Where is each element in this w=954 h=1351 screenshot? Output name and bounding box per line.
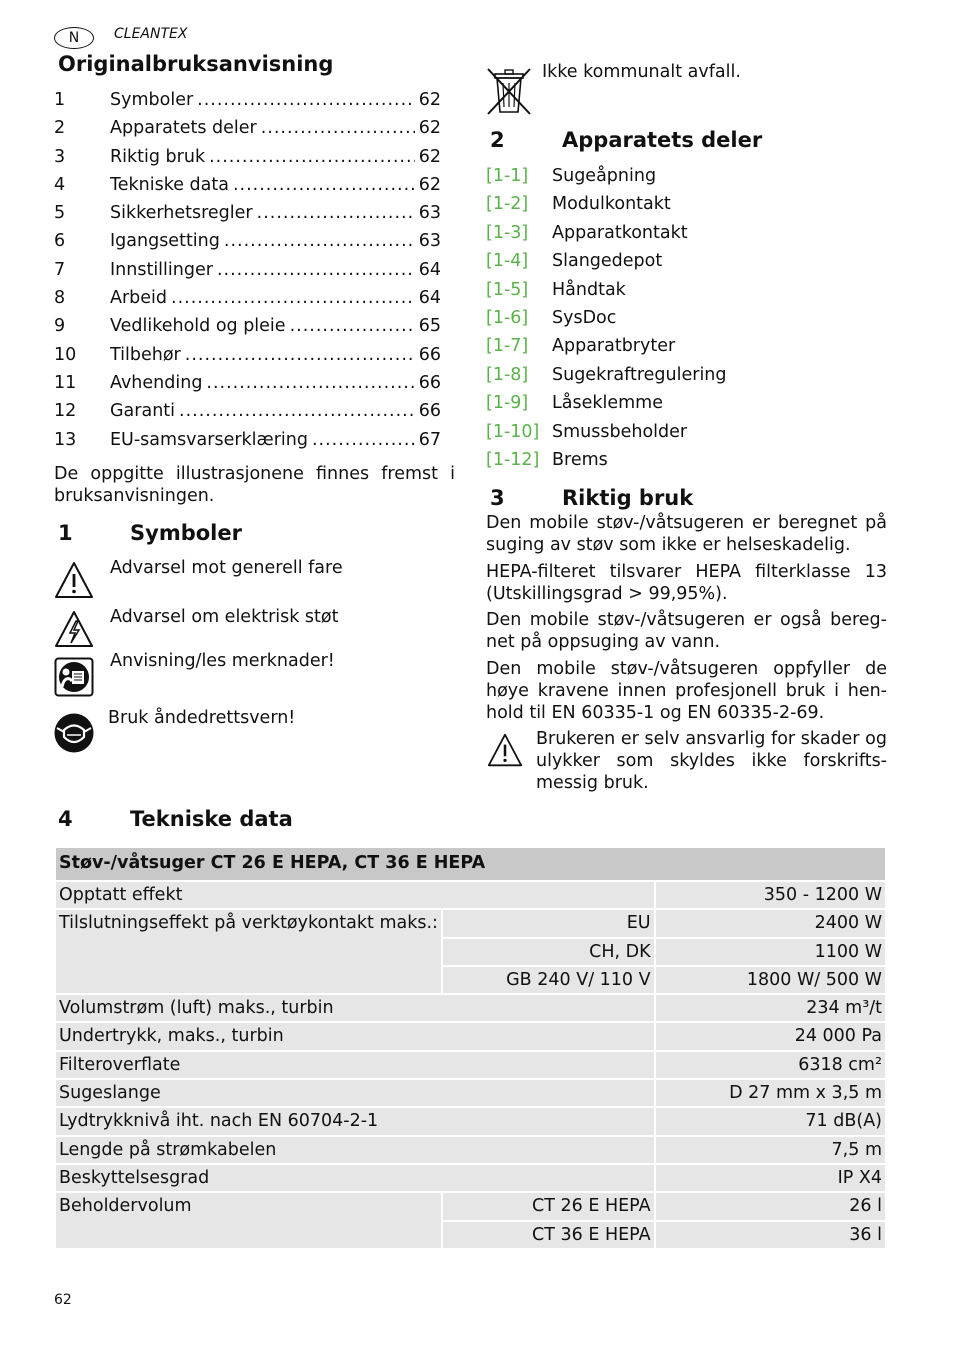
usage-paragraph: HEPA-filteret tilsvarer HEPA filterklasse 13 (Utskillingsgrad > 99,95%). [486, 562, 887, 604]
toc-number: 10 [54, 344, 77, 365]
table-cell-value: IP X4 [655, 1164, 886, 1192]
toc-title: Tekniske data [110, 174, 229, 195]
toc-page: 66 [418, 372, 441, 393]
part-label: Apparatkontakt [552, 222, 688, 243]
usage-paragraph: Den mobile støv-/våtsugeren oppfyller de høye kravene innen profesjonell bruk i hen-hold til EN 60335-1 og EN 60335-2-69. [486, 659, 887, 723]
part-ref: [1-3] [486, 222, 529, 243]
part-ref: [1-9] [486, 393, 529, 414]
toc-title: Igangsetting [110, 231, 220, 252]
toc-leader [209, 144, 415, 172]
toc-page: 66 [418, 344, 441, 365]
list-item [486, 305, 727, 333]
read-manual-icon [54, 657, 94, 697]
table-title: Støv-/våtsuger CT 26 E HEPA, CT 36 E HEPA [55, 847, 886, 881]
table-row [55, 1192, 886, 1220]
toc-row[interactable] [54, 313, 441, 341]
toc-number: 6 [54, 231, 66, 252]
toc-page: 67 [418, 429, 441, 450]
table-cell-region: CH, DK [442, 938, 654, 966]
toc-page: 62 [418, 118, 441, 139]
warning-triangle-icon [54, 560, 94, 600]
section-heading-usage: 3 Riktig bruk [490, 486, 694, 510]
crossed-bin-icon [486, 66, 532, 116]
table-cell-label: Volumstrøm (luft) maks., turbin [55, 994, 655, 1022]
toc-title: Avhending [110, 372, 203, 393]
disposal-text: Ikke kommunalt avfall. [542, 62, 741, 82]
part-label: Låseklemme [552, 393, 663, 414]
table-cell-label: Beskyttelsesgrad [55, 1164, 655, 1192]
table-cell-value: 71 dB(A) [655, 1107, 886, 1135]
usage-paragraph: Den mobile støv-/våtsugeren er beregnet på suging av støv som ikke er helseskadelig. [486, 513, 887, 555]
table-cell-model: CT 36 E HEPA [442, 1221, 654, 1249]
part-label: Sugekraftregulering [552, 364, 727, 385]
table-row [55, 881, 886, 909]
part-label: Smussbeholder [552, 421, 688, 442]
list-item [486, 220, 727, 248]
list-item [486, 191, 727, 219]
toc-row[interactable] [54, 257, 441, 285]
toc-leader [179, 398, 415, 426]
table-row [55, 1022, 886, 1050]
toc-title: Riktig bruk [110, 146, 206, 167]
toc-title: Sikkerhetsregler [110, 203, 253, 224]
toc-page: 66 [418, 401, 441, 422]
table-cell-value: 2400 W [655, 909, 886, 937]
part-label: Slangedepot [552, 251, 663, 272]
part-label: Apparatbryter [552, 336, 676, 357]
section-heading-symbols: 1 Symboler [58, 521, 242, 545]
electric-shock-icon [54, 609, 94, 649]
table-cell-label: Undertrykk, maks., turbin [55, 1022, 655, 1050]
toc-row[interactable] [54, 144, 441, 172]
symbol-text: Bruk åndedrettsvern! [108, 708, 296, 728]
table-row [55, 1164, 886, 1192]
respirator-icon [54, 713, 94, 753]
toc-title: Garanti [110, 401, 176, 422]
toc-title: Symboler [110, 90, 194, 110]
list-item [486, 248, 727, 276]
table-cell-region: GB 240 V/ 110 V [442, 966, 654, 994]
section-heading-parts: 2 Apparatets deler [490, 128, 763, 152]
section-heading-tech: 4 Tekniske data [58, 807, 293, 831]
toc-row[interactable] [54, 370, 441, 398]
toc-page: 64 [418, 259, 441, 280]
tech-data-table [54, 846, 887, 1250]
table-of-contents [54, 87, 441, 455]
table-cell-label: Lydtrykknivå iht. nach EN 60704-2-1 [55, 1107, 655, 1135]
toc-title: Apparatets deler [110, 118, 257, 139]
toc-page: 63 [418, 231, 441, 252]
toc-number: 4 [54, 174, 66, 195]
part-ref: [1-5] [486, 279, 529, 300]
warning-triangle-icon [486, 732, 524, 768]
table-cell-value: 1800 W/ 500 W [655, 966, 886, 994]
table-cell-value: 6318 cm² [655, 1051, 886, 1079]
toc-number: 9 [54, 316, 66, 337]
table-header-row [55, 847, 886, 881]
page-number: 62 [54, 1292, 72, 1308]
table-row [55, 909, 886, 937]
toc-number: 7 [54, 259, 66, 280]
toc-leader [233, 172, 415, 200]
part-ref: [1-10] [486, 421, 540, 442]
table-cell-value: 234 m³/t [655, 994, 886, 1022]
toc-number: 13 [54, 429, 77, 450]
part-label: SysDoc [552, 307, 617, 328]
toc-title: Vedlikehold og pleie [110, 316, 286, 337]
list-item [486, 277, 727, 305]
table-cell-value: 1100 W [655, 938, 886, 966]
part-label: Sugeåpning [552, 166, 657, 186]
toc-title: Arbeid [110, 288, 168, 309]
toc-row[interactable] [54, 427, 441, 455]
table-cell-label: Sugeslange [55, 1079, 655, 1107]
toc-number: 11 [54, 372, 77, 393]
list-item [486, 333, 727, 361]
part-ref: [1-6] [486, 307, 529, 328]
part-ref: [1-4] [486, 251, 529, 272]
toc-number: 3 [54, 146, 66, 167]
toc-leader [171, 285, 415, 313]
list-item [486, 447, 727, 475]
toc-leader [197, 87, 415, 115]
intro-text: De oppgitte illustrasjonene finnes fremst i bruksanvisningen. [54, 464, 455, 506]
toc-leader [290, 313, 415, 341]
table-cell-value: 7,5 m [655, 1136, 886, 1164]
table-cell-value: 350 - 1200 W [655, 881, 886, 909]
part-ref: [1-7] [486, 336, 529, 357]
table-cell-label: Beholdervolum [55, 1192, 442, 1249]
table-row [55, 1136, 886, 1164]
brand-label: CLEANTEX [114, 26, 188, 42]
table-row [55, 994, 886, 1022]
warning-text: Brukeren er selv ansvarlig for skader og ulykker som skyldes ikke forskrifts-messig bruk. [536, 729, 887, 793]
toc-row[interactable] [54, 172, 441, 200]
table-cell-value: 36 l [655, 1221, 886, 1249]
toc-leader [224, 228, 415, 256]
table-cell-label: Tilslutningseffekt på verktøykontakt maks.: [55, 909, 442, 994]
toc-page: 65 [418, 316, 441, 337]
toc-row[interactable] [54, 342, 441, 370]
list-item [486, 390, 727, 418]
toc-leader [206, 370, 414, 398]
table-row [55, 1079, 886, 1107]
table-cell-region: EU [442, 909, 654, 937]
part-label: Modulkontakt [552, 194, 671, 215]
toc-row[interactable] [54, 115, 441, 143]
symbol-text: Advarsel om elektrisk støt [110, 607, 339, 627]
toc-title: Tilbehør [110, 344, 181, 365]
toc-page: 62 [418, 90, 441, 110]
toc-page: 62 [418, 174, 441, 195]
table-cell-value: D 27 mm x 3,5 m [655, 1079, 886, 1107]
part-ref: [1-8] [486, 364, 529, 385]
table-cell-value: 26 l [655, 1192, 886, 1220]
toc-number: 8 [54, 288, 66, 309]
toc-row[interactable] [54, 398, 441, 426]
toc-row[interactable] [54, 285, 441, 313]
page-title: Originalbruksanvisning [58, 52, 334, 76]
toc-leader [312, 427, 415, 455]
part-label: Brems [552, 449, 608, 470]
table-row [55, 1051, 886, 1079]
toc-row[interactable] [54, 200, 441, 228]
table-cell-label: Lengde på strømkabelen [55, 1136, 655, 1164]
symbol-text: Anvisning/les merknader! [110, 651, 335, 671]
toc-number: 2 [54, 118, 66, 139]
toc-page: 64 [418, 288, 441, 309]
toc-row[interactable] [54, 87, 441, 115]
part-ref: [1-1] [486, 166, 529, 186]
table-cell-value: 24 000 Pa [655, 1022, 886, 1050]
toc-leader [257, 200, 415, 228]
toc-leader [261, 115, 415, 143]
part-ref: [1-12] [486, 449, 540, 470]
table-cell-model: CT 26 E HEPA [442, 1192, 654, 1220]
toc-title: EU-samsvarserklæring [110, 429, 308, 450]
list-item [486, 163, 727, 191]
toc-number: 5 [54, 203, 66, 224]
language-badge: N [54, 27, 94, 49]
part-ref: [1-2] [486, 194, 529, 215]
table-cell-label: Filteroverflate [55, 1051, 655, 1079]
toc-leader [185, 342, 415, 370]
usage-paragraph: Den mobile støv-/våtsugeren er også bereg-net på oppsuging av vann. [486, 610, 887, 652]
parts-list [486, 163, 727, 475]
toc-page: 63 [418, 203, 441, 224]
symbol-text: Advarsel mot generell fare [110, 558, 343, 578]
toc-number: 1 [54, 90, 66, 110]
toc-number: 12 [54, 401, 77, 422]
list-item [486, 419, 727, 447]
toc-title: Innstillinger [110, 259, 213, 280]
list-item [486, 362, 727, 390]
table-row [55, 1107, 886, 1135]
toc-leader [217, 257, 415, 285]
part-label: Håndtak [552, 279, 626, 300]
toc-page: 62 [418, 146, 441, 167]
table-cell-label: Opptatt effekt [55, 881, 655, 909]
toc-row[interactable] [54, 228, 441, 256]
